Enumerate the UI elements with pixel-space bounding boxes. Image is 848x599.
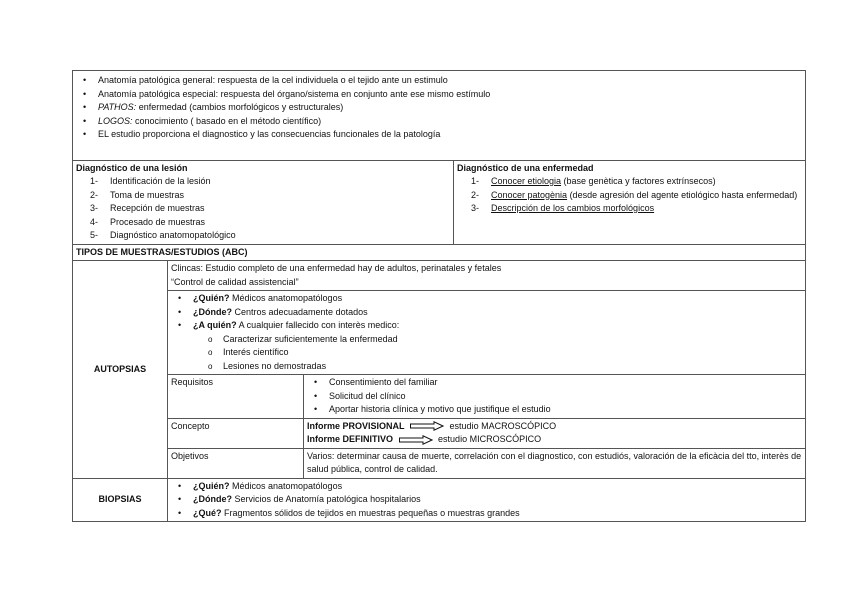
lesion-cell — [73, 160, 454, 244]
requisitos-label: Requisitos — [168, 375, 304, 419]
tipos-row — [73, 244, 806, 261]
autopsias-quien-row — [73, 291, 806, 375]
lesion-title: Diagnóstico de una lesión — [76, 162, 188, 173]
enfermedad-title: Diagnóstico de una enfermedad — [457, 162, 594, 173]
list-item: • EL estudio proporciona el diagnostico y las consecuencias funcionales de la patología — [76, 128, 802, 142]
list-item: 1- Conocer etiologia (base genètica y factores extrínsecos) — [471, 176, 716, 186]
list-item: 4- Procesado de muestras — [90, 216, 206, 227]
list-item: o Caracterizar suficientemente la enfermedad — [171, 333, 802, 347]
notes-table — [72, 70, 806, 522]
list-item: 2- Conocer patogènia (desde agresión del agente etiológico hasta enfermedad) — [471, 189, 798, 200]
autopsias-label: AUTOPSIAS — [73, 261, 168, 479]
list-item: • PATHOS: enfermedad (cambios morfológicos y estructurales) — [76, 101, 802, 115]
list-item: • Aportar historia clínica y motivo que justifique el estudio — [307, 403, 802, 417]
list-item: • ¿Dónde? Servicios de Anatomía patológica hospitalarios — [171, 493, 802, 507]
biopsias-cell — [168, 478, 806, 522]
list-item: • ¿Quién? Médicos anatomopatólogos — [171, 292, 802, 306]
list-item: 2- Toma de muestras — [90, 189, 185, 200]
objetivos-label: Objetivos — [168, 448, 304, 478]
requisitos-cell — [304, 375, 806, 419]
list-item: • Anatomía patológica especial: respuesta del órgano/sistema en conjunto ante ese mismo estímulo — [76, 88, 802, 102]
pathos-term: PATHOS: — [98, 102, 137, 112]
arrow-right-icon — [399, 435, 433, 445]
document-page — [72, 70, 805, 522]
list-item: • ¿A quién? A cualquier fallecido con interès medico: — [171, 319, 802, 333]
concepto-cell: Informe PROVISIONAL estudio MACROSCÓPICO Informe DEFINITIVO estudio MICROSCÓPICO — [304, 418, 806, 448]
list-item: o Lesiones no demostradas — [171, 360, 802, 374]
list-item: • Consentimiento del familiar — [307, 376, 802, 390]
quien-cell — [168, 291, 806, 375]
list-item: • ¿Qué? Fragmentos sólidos de tejidos en muestras pequeñas o muestras grandes — [171, 507, 802, 521]
list-item: 5- Diagnóstico anatomopatológico — [90, 230, 236, 240]
list-item: • ¿Dónde? Centros adecuadamente dotados — [171, 306, 802, 320]
intro-cell — [73, 71, 806, 161]
list-item: 3- Descripción de los cambios morfológicos — [471, 203, 655, 213]
list-item: 3- Recepción de muestras — [90, 203, 205, 213]
list-item: • Anatomía patológica general: respuesta de la cel individuela o el tejido ante un estimulo — [76, 74, 802, 88]
list-item: • Solicitud del clínico — [307, 390, 802, 404]
intro-row — [73, 71, 806, 161]
enfermedad-list — [457, 175, 802, 216]
enfermedad-cell — [454, 160, 806, 244]
clinicas-cell: Clincas: Estudio completo de una enfermedad hay de adultos, perinatales y fetales “Control de calidad assistencial” — [168, 261, 806, 291]
list-item: 1- Identificación de la lesión — [90, 176, 211, 186]
requisitos-row — [73, 375, 806, 419]
biopsias-label: BIOPSIAS — [73, 478, 168, 522]
lesion-list — [76, 175, 450, 243]
arrow-right-icon — [410, 421, 444, 431]
concepto-label: Concepto — [168, 418, 304, 448]
list-item: o Interés científico — [171, 346, 802, 360]
objetivos-row — [73, 448, 806, 478]
list-item: • LOGOS: conocimiento ( basado en el método científico) — [76, 115, 802, 129]
intro-list — [76, 74, 802, 142]
concepto-row — [73, 418, 806, 448]
tipos-title: TIPOS DE MUESTRAS/ESTUDIOS (ABC) — [73, 244, 806, 261]
logos-term: LOGOS: — [98, 115, 133, 126]
autopsias-clinicas-row — [73, 261, 806, 291]
diagnosis-row — [73, 160, 806, 244]
biopsias-row — [73, 478, 806, 522]
objetivos-cell: Varios: determinar causa de muerte, correlación con el diagnostico, con estudiós, valoración de la eficàcia del tto, interès de salud pública, control de calidad. — [304, 448, 806, 478]
list-item: • ¿Quién? Médicos anatomopatólogos — [171, 480, 802, 494]
